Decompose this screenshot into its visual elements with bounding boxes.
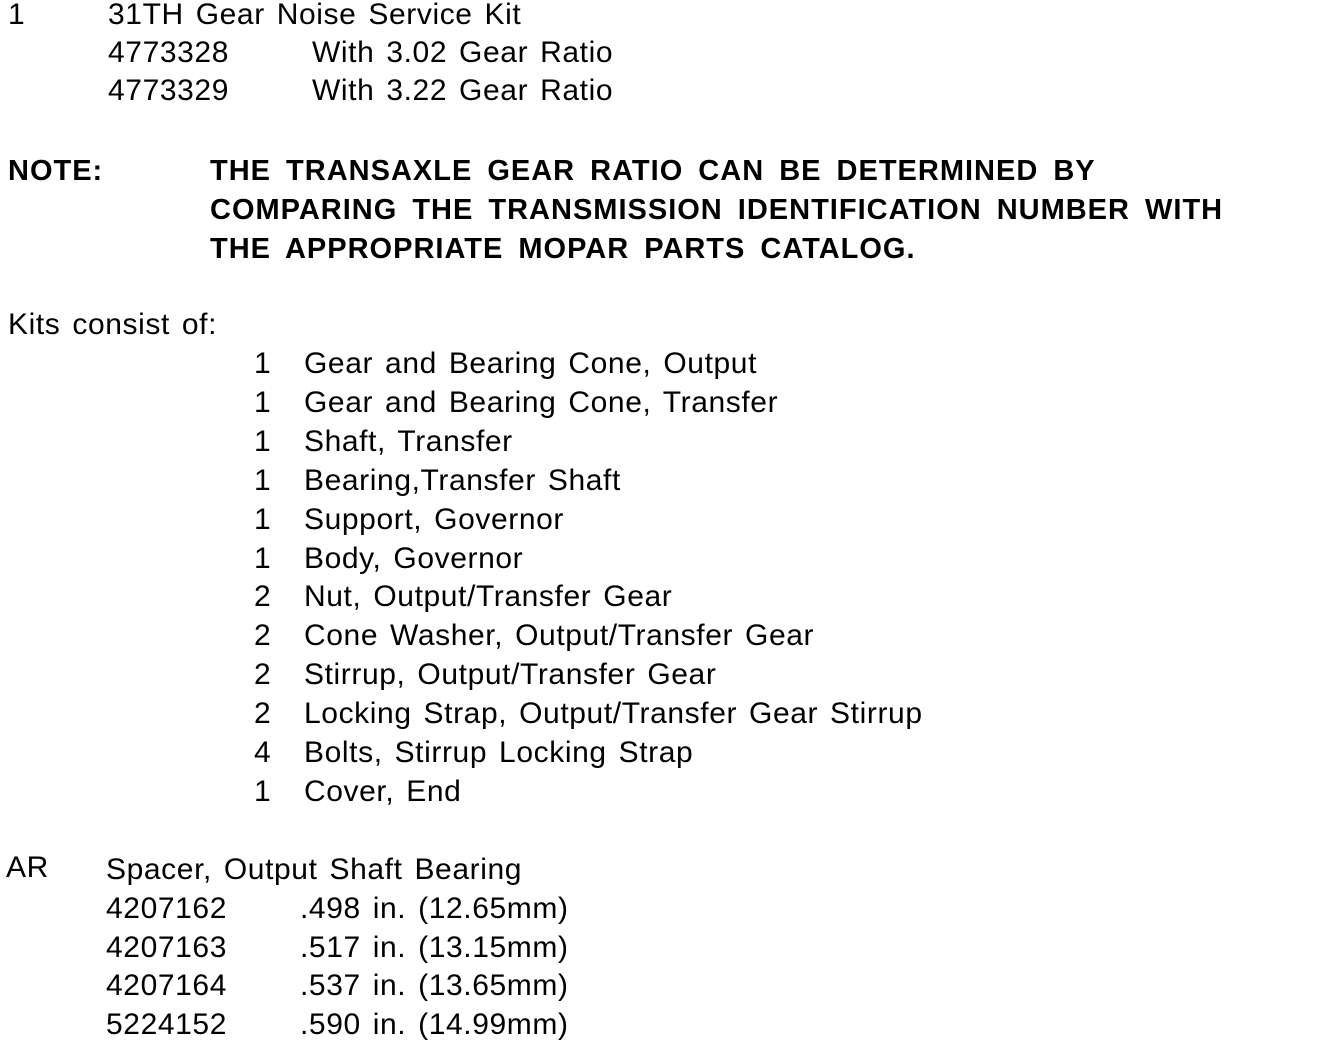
kit-item-name: Gear and Bearing Cone, Transfer [304,386,779,419]
spacer-part-number: 5224152 [106,1008,227,1041]
kit-item-name: Gear and Bearing Cone, Output [304,347,758,380]
note-text-line: THE APPROPRIATE MOPAR PARTS CATALOG. [210,233,916,265]
spacer-title: Spacer, Output Shaft Bearing [106,853,523,886]
kit-item-qty: 2 [254,619,272,652]
kit-item-qty: 2 [254,658,272,691]
kit-item-name: Bolts, Stirrup Locking Strap [304,736,694,769]
service-kit-title: 31TH Gear Noise Service Kit [108,0,522,31]
note-text-line: THE TRANSAXLE GEAR RATIO CAN BE DETERMINED BY [210,155,1096,187]
spacer-size: .498 in. (12.65mm) [300,892,569,925]
kit-item-qty: 1 [254,503,272,536]
kit-item-name: Bearing,Transfer Shaft [304,464,621,497]
spacer-size: .590 in. (14.99mm) [300,1008,569,1041]
spacer-part-number: 4207163 [106,931,227,964]
spacer-part-number: 4207164 [106,969,227,1002]
kit-item-qty: 2 [254,580,272,613]
kit-item-qty: 4 [254,736,272,769]
kit-item-qty: 1 [254,464,272,497]
spacer-size: .517 in. (13.15mm) [300,931,569,964]
variant-description: With 3.02 Gear Ratio [312,36,614,69]
kit-item-qty: 2 [254,697,272,730]
kit-item-name: Cone Washer, Output/Transfer Gear [304,619,815,652]
service-kit-qty: 1 [8,0,26,31]
kit-item-name: Cover, End [304,775,462,808]
kit-item-name: Locking Strap, Output/Transfer Gear Stirrup [304,697,923,730]
spacer-part-number: 4207162 [106,892,227,925]
variant-part-number: 4773328 [108,36,229,69]
kit-item-name: Body, Governor [304,542,524,575]
kit-item-qty: 1 [254,386,272,419]
kit-item-qty: 1 [254,542,272,575]
note-label: NOTE: [8,155,104,187]
spacer-qty: AR [6,851,49,884]
spacer-size: .537 in. (13.65mm) [300,969,569,1002]
variant-description: With 3.22 Gear Ratio [312,74,614,107]
kit-item-name: Support, Governor [304,503,564,536]
kit-contents-heading: Kits consist of: [8,308,218,341]
note-text-line: COMPARING THE TRANSMISSION IDENTIFICATION NUMBER WITH [210,194,1224,226]
kit-item-name: Nut, Output/Transfer Gear [304,580,673,613]
kit-item-qty: 1 [254,425,272,458]
kit-item-qty: 1 [254,347,272,380]
kit-item-name: Stirrup, Output/Transfer Gear [304,658,717,691]
kit-item-qty: 1 [254,775,272,808]
kit-item-name: Shaft, Transfer [304,425,513,458]
variant-part-number: 4773329 [108,74,229,107]
